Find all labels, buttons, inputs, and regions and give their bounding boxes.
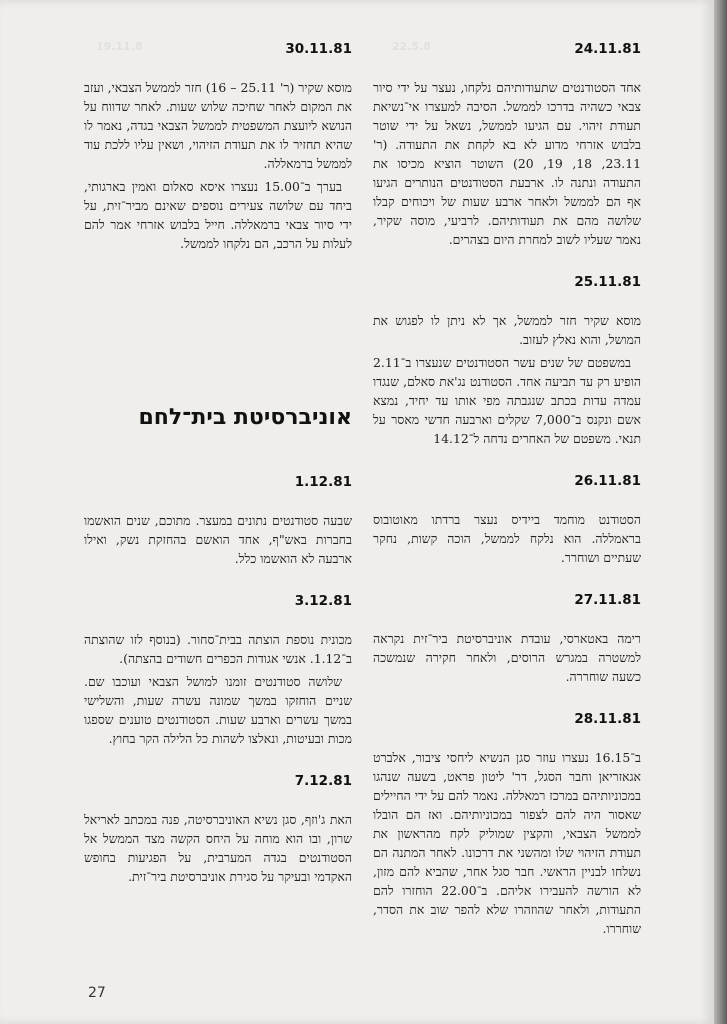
entry-27-11-81: [373, 591, 641, 686]
right-column: [373, 40, 641, 962]
entry-paragraph: מוסא שקיר (ר' 25.11 – 16) חזר לממשל הצבאי, ועזב את המקום לאחר שחיכה שלוש שעות. לאחר שדווח על הנושא ליועצת המשפטית לממשל הצבאי בגדה, נאמר לו שהיא תחזיר לו את תעודת הזיהוי, ושאין עליו ללכת עוד לממשל ברמאללה.: [84, 80, 352, 171]
section-title: אוניברסיטת בית־לחם: [138, 405, 352, 430]
bleed-through-text: 22.5.8: [392, 40, 431, 53]
entry-date: 24.11.81: [574, 41, 641, 57]
entry-paragraph: אחד הסטודנטים שתעודותיהם נלקחו, נעצר על ידי סיור צבאי כשהיה בדרכו לממשל. הסיבה למעצרו אי־נשיאת תעודת זיהוי. עם הגיעו לממשל, נשאל על ידי שוטר בלבוש אזרחי מדוע לא בא לקחת את התעודה. (ר' 23.11, 18, 19, 20) השוטר הוציא מכיסו את התעודה ונתנה לו. ארבעת הסטודנטים הנותרים הגיעו אף הם לממשל ולאחר ארבע שעות של ויכוחים קבלו שלושה מהם את תעודותיהם. לרביעי, מוסה שקיר, נאמר שעליו לשוב למחרת היום בצהרים.: [373, 80, 641, 247]
entry-7-12-81: [84, 772, 352, 886]
entry-24-11-81: [373, 40, 641, 249]
entry-paragraph: במשפטם של שנים עשר הסטודנטים שנעצרו ב־2.11 הופיע רק עד תביעה אחד. הסטודנט נג'את סאלם, שנגדו עמדה עדות בכתב שנגבתה מפי אותו עד יחיד, נמצא אשם ונקנס ב־7,000 שקלים וארבעה חדשי מאסר על תנאי. משפטם של האחרים נדחה ל־14.12: [373, 355, 641, 446]
entry-date: 28.11.81: [574, 711, 641, 727]
left-column: [84, 40, 352, 910]
entry-28-11-81: [373, 710, 641, 938]
entry-date: 1.12.81: [294, 474, 352, 490]
entry-paragraph: הסטודנט מוחמד ביידיס נעצר ברדתו מאוטובוס בראמללה. הוא נלקח לממשל, הוכה קשות, נחקר שעתיים ושוחרר.: [373, 512, 641, 565]
page-number: 27: [88, 985, 106, 1001]
entry-30-11-81: [84, 40, 352, 253]
entry-25-11-81: [373, 273, 641, 448]
entry-paragraph: האת ג'וזף, סגן נשיא האוניברסיטה, פנה במכתב לאריאל שרון, ובו הוא מוחה על היחס הקשה מצד הממשל אל הסטודנטים בגדה המערבית, על הפגיעות בחופש האקדמי ובעיקר על סגירת אוניברסיטת ביר־זית.: [84, 812, 352, 884]
entry-paragraph: מכונית נוספת הוצתה בבית־סחור. (בנוסף לזו שהוצתה ב־1.12. אנשי אגודות הכפרים חשודים בהצתה).: [84, 632, 352, 666]
entry-date: 30.11.81: [285, 41, 352, 57]
entry-date: 26.11.81: [574, 473, 641, 489]
entry-date: 3.12.81: [294, 593, 352, 609]
entry-3-12-81: [84, 592, 352, 748]
entry-paragraph: מוסא שקיר חזר לממשל, אך לא ניתן לו לפגוש את המושל, והוא נאלץ לעזוב.: [373, 313, 641, 347]
entry-date: 25.11.81: [574, 274, 641, 290]
entry-paragraph: שבעה סטודנטים נתונים במעצר. מתוכם, שנים הואשמו בחברות באש"ף, אחד הואשם בהחזקת נשק, ואילו ארבעה לא הואשמו כלל.: [84, 513, 352, 566]
page-edge-shadow: [714, 0, 727, 1024]
entry-date: 7.12.81: [294, 773, 352, 789]
entry-paragraph: ב־16.15 נעצרו עוזר סגן הנשיא ליחסי ציבור, אלברט אגאזריאן וחבר הסגל, דר' ליטון פראט, בשעה שנהגו במכוניותיהם במרכז רמאללה. נאמר להם על ידי החיילים שאסור היה להם לצפור במכוניותיהם. ואז הם הובלו לממשל הצבאי, והקצין שמוליק לקח מהראשון את תעודת הזיהוי שלו ומהשני את דרכונו. לאחר המתנה הם נשלחו לבניין הראשי. חבר סגל אחר, שהביא להם מזון, לא הורשה להעבירו אליהם. ב־22.00 הוחזרו להם התעודות, ולאחר שהוזהרו שלא להפר שוב את הסדר, שוחררו.: [373, 750, 641, 936]
entry-paragraph: רימה באטארסי, עובדת אוניברסיטת ביר־זית נקראה למשטרה במגרש הרוסים, ולאחר חקירה שנמשכה כשעה שוחררה.: [373, 631, 641, 684]
entry-paragraph: שלושה סטודנטים זומנו למושל הצבאי ועוכבו שם. שניים הוחזקו במשך שמונה עשרה שעות, והשלישי במשך עשרים וארבע שעות. הסטודנטים טוענים שספגו מכות ובעיטות, ונאלצו לשהות כל הלילה הקר בחוץ.: [84, 674, 352, 746]
entry-26-11-81: [373, 472, 641, 567]
entry-1-12-81: [84, 473, 352, 568]
entry-date: 27.11.81: [574, 592, 641, 608]
bleed-through-text: 19.11.8: [96, 40, 143, 53]
entry-paragraph: בערך ב־15.00 נעצרו איסא סאלום ואמין בארגותי, ביחד עם שלושה צעירים נוספים שאינם מביר־זית, על ידי סיור צבאי ברמאללה. חייל בלבוש אזרחי אמר להם לעלות על הרכב, הם נלקחו לממשל.: [84, 179, 352, 251]
